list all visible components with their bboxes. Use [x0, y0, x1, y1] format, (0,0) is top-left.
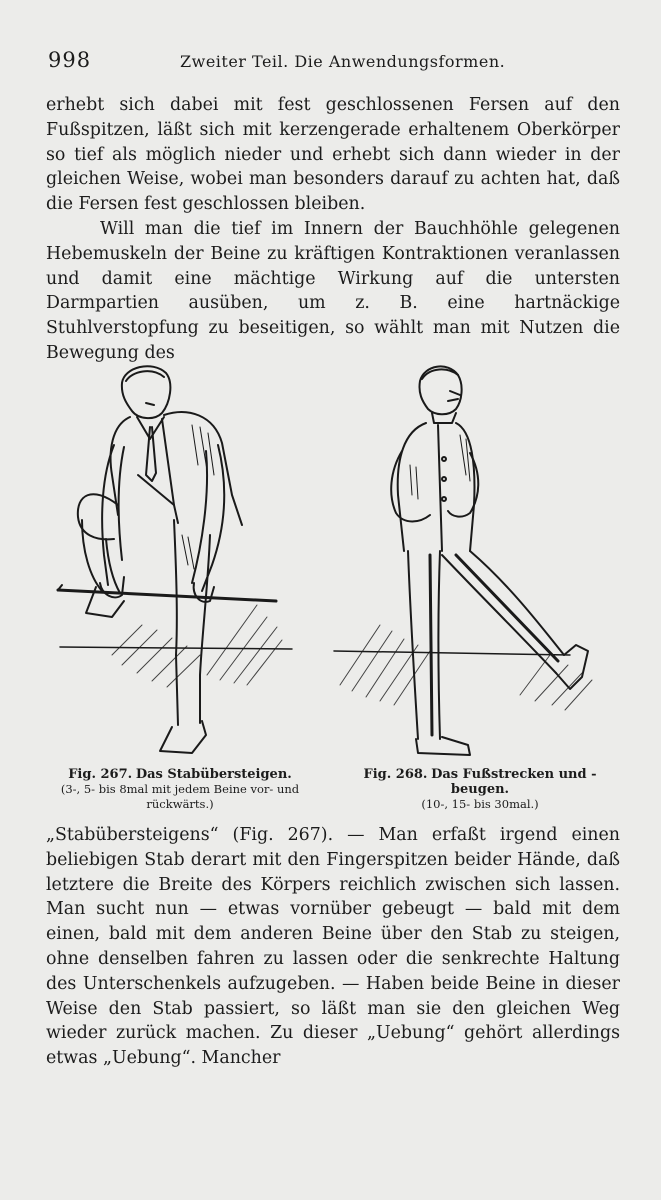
- paragraph-2-text: Will man die tief im Innern der Bauchhöhle gelegenen Hebemuskeln der Beine zu kräftigen Kontraktionen veranlassen und damit eine mächtige Wirkung auf die untersten Darmpartien ausüben, um z. B. eine hartnäckige Stuhlverstopfung zu beseitigen, so wählt man mit Nutzen die Bewegung des: [46, 219, 620, 363]
- running-title: Zweiter Teil. Die Anwendungsformen.: [180, 52, 506, 71]
- figure-268-title: Das Fußstrecken und -beugen.: [431, 767, 597, 797]
- figure-268-illustration: [320, 355, 620, 765]
- figure-268-label: Fig. 268.: [363, 767, 428, 782]
- paragraph-1-text: erhebt sich dabei mit fest geschlossenen Fersen auf den Fußspitzen, läßt sich mit kerzengerade erhaltenem Oberkörper so tief als möglich nieder und erhebt sich dann wieder in der gleichen Weise, wobei man besonders darauf zu achten hat, daß die Fersen fest geschlossen bleiben.: [46, 95, 620, 215]
- figure-268-caption: [335, 767, 625, 812]
- page-header: [48, 46, 608, 74]
- paragraph-stab-description: [46, 823, 620, 1071]
- figure-267-title: Das Stabübersteigen.: [135, 767, 292, 782]
- paragraph-stab-intro: [46, 217, 620, 366]
- figure-267-caption: [40, 767, 320, 812]
- paragraph-continuation: [46, 93, 620, 217]
- figure-267-label: Fig. 267.: [68, 767, 133, 782]
- figure-267-illustration: [42, 355, 312, 765]
- paragraph-3-text: „Stabübersteigens“ (Fig. 267). — Man erfaßt irgend einen beliebigen Stab derart mit den Fingerspitzen beider Hände, daß letztere die Breite des Körpers reichlich zwischen sich lassen. Man sucht nun — etwas vornüber gebeugt — bald mit dem einen, bald mit dem anderen Beine über den Stab zu steigen, ohne denselben fahren zu lassen oder die senkrechte Haltung des Unterschenkels aufzugeben. — Haben beide Beine in dieser Weise den Stab passiert, so läßt man sie den gleichen Weg wieder zurück machen. Zu dieser „Uebung“ gehört allerdings etwas „Uebung“. Mancher: [46, 825, 620, 1069]
- figure-268-note: (10-, 15- bis 30mal.): [421, 797, 539, 811]
- page-number: 998: [48, 48, 92, 72]
- figure-267-note: (3-, 5- bis 8mal mit jedem Beine vor- und rückwärts.): [60, 782, 300, 811]
